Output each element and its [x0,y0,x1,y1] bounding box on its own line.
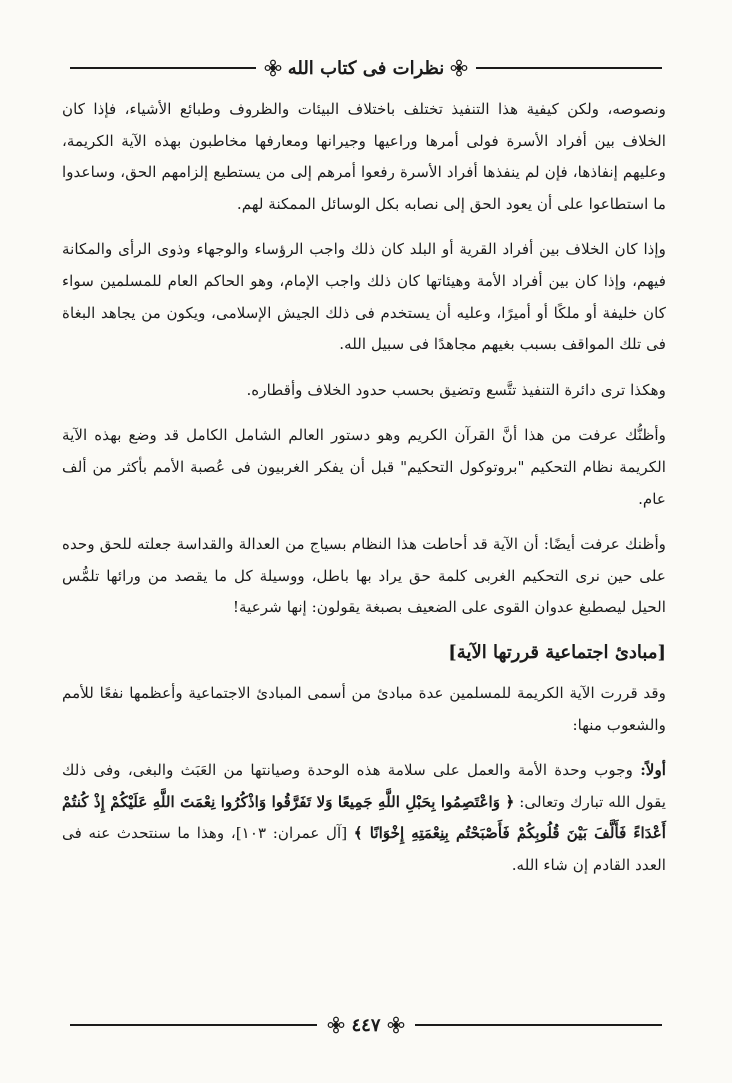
point-text: وجوب وحدة الأمة والعمل على سلامة هذه الوحدة وصيانتها من العَبَث والبغى، وفى ذلك يقول الله تبارك وتعالى: [62,761,666,811]
page-body [62,94,666,895]
header-rule-right [476,67,662,69]
verse-citation: [آل عمران: ١٠٣] [235,824,348,843]
first-point [62,755,666,881]
header-rule-left [70,67,256,69]
footer-rule-right [415,1024,663,1026]
floral-ornament-icon [450,59,468,77]
section-intro: وقد قررت الآية الكريمة للمسلمين عدة مبادئ من أسمى المبادئ الاجتماعية وأعظمها نفعًا للأمم والشعوب منها: [62,683,666,734]
page-number-group [317,1015,414,1036]
quran-verse: ﴿ وَاعْتَصِمُوا بِحَبْلِ اللَّهِ جَمِيعًا وَلا تَفَرَّقُوا وَاذْكُرُوا نِعْمَتَ اللَّهِ عَلَيْكُمْ إِذْ كُنتُمْ أَعْدَاءً فَأَلَّفَ بَيْنَ قُلُوبِكُمْ فَأَصْبَحْتُم بِنِعْمَتِهِ إِخْوَانًا ﴾ [62,792,667,843]
running-header [70,50,662,86]
body-paragraph: وأظنك عرفت أيضًا: أن الآية قد أحاطت هذا النظام بسياج من العدالة والقداسة جعلته للحق وحده على حين نرى التحكيم الغربى كلمة حق يراد بها باطل، ووسيلة كل ما يقصد من ورائها تلمُّس الحيل ليصطبغ عدوان القوى على الضعيف بصبغة يقولون: إنها شرعية! [62,535,666,617]
floral-ornament-icon [387,1016,405,1034]
floral-ornament-icon [264,59,282,77]
body-paragraph: وهكذا ترى دائرة التنفيذ تتَّسع وتضيق بحسب حدود الخلاف وأقطاره. [246,380,666,399]
point-text-end: ، وهذا ما سنتحدث عنه فى العدد القادم إن شاء الله. [62,824,666,874]
page-footer [70,1010,662,1040]
page-number: ٤٤٧ [351,1014,381,1036]
body-paragraph: ونصوصه، ولكن كيفية هذا التنفيذ تختلف باختلاف البيئات والظروف وطبائع الأشياء، فإذا كان الخلاف بين أفراد الأسرة فولى أمرها وراعيها وجيرانها ومعارفها مخاطبون بهذه الآية الكريمة، وعليهم إنفاذها، فإن لم ينفذها أفراد الأسرة رفعوا أمرهم إلى من يستطيع إلزامهم الحق، وساعدوا ما استطاعوا على أن يعود الحق إلى نصابه بكل الوسائل الممكنة لهم. [62,100,666,213]
body-paragraph: وإذا كان الخلاف بين أفراد القرية أو البلد كان ذلك واجب الرؤساء والوجهاء وذوى الرأى والمكانة فيهم، وإذا كان بين أفراد الأمة وهيئاتها كان ذلك واجب الإمام، وهو الحاكم العام للمسلمين سواء كان خليفة أو ملكًا أو أميرًا، وعليه أن يستخدم فى ذلك الجيش الإسلامى، ويكون من يجاهد البغاة فى تلك المواقف بسبب بغيهم مجاهدًا فى سبيل الله. [62,240,666,354]
point-label: أولاً: [640,761,667,780]
footer-rule-left [70,1024,318,1026]
floral-ornament-icon [327,1016,345,1034]
header-title: نظرات فى كتاب الله [287,57,445,79]
header-title-group [256,58,477,79]
body-paragraph: وأظنُّك عرفت من هذا أنَّ القرآن الكريم وهو دستور العالم الشامل الكامل قد وضع بهذه الآية الكريمة نظام التحكيم "بروتوكول التحكيم" قبل أن يفكر الغربيون فى عُصبة الأمم بأكثر من ألف عام. [62,426,666,508]
section-heading: [مبادئ اجتماعية قررتها الآية] [448,641,666,663]
